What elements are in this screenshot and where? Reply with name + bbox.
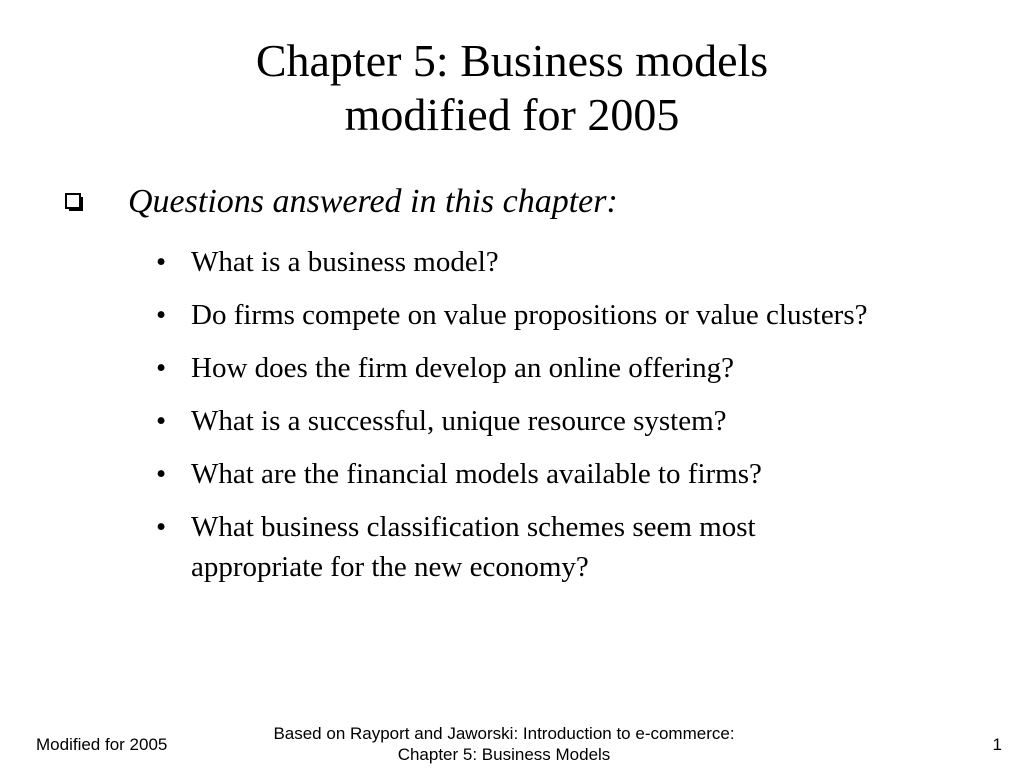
checkbox-square-icon — [64, 190, 86, 212]
section-heading: Questions answered in this chapter: — [128, 183, 618, 220]
list-item — [156, 507, 876, 587]
footer-left-note: Modified for 2005 — [36, 735, 168, 754]
bullet-icon: • — [156, 352, 167, 384]
list-item — [156, 242, 876, 282]
questions-section — [64, 180, 964, 583]
footer-citation-line-1: Based on Rayport and Jaworski: Introduction to e-commerce: — [273, 724, 735, 743]
bullet-icon: • — [156, 299, 167, 331]
slide-title-line-2: modified for 2005 — [344, 89, 680, 140]
slide-title-line-1: Chapter 5: Business models — [255, 35, 769, 86]
list-item-text: Do firms compete on value propositions or value clusters? — [191, 299, 868, 331]
list-item-text: What is a business model? — [191, 246, 499, 278]
section-heading-row — [64, 180, 964, 224]
list-item — [156, 401, 876, 441]
slide-title — [0, 34, 1024, 142]
footer-citation — [0, 723, 1008, 765]
list-item — [156, 454, 876, 494]
list-item — [156, 295, 876, 335]
bullet-icon: • — [156, 458, 167, 490]
bullet-icon: • — [156, 405, 167, 437]
bullet-icon: • — [156, 246, 167, 278]
list-item — [156, 348, 876, 388]
list-item-text: What are the financial models available to firms? — [191, 458, 762, 490]
list-item-text: What is a successful, unique resource system? — [191, 405, 727, 437]
question-list — [156, 242, 876, 600]
list-item-text: How does the firm develop an online offering? — [191, 352, 735, 384]
list-item-text: What business classification schemes seem most appropriate for the new economy? — [191, 511, 756, 583]
bullet-icon: • — [156, 511, 167, 543]
footer-citation-line-2: Chapter 5: Business Models — [397, 745, 611, 764]
page-number: 1 — [992, 735, 1002, 754]
